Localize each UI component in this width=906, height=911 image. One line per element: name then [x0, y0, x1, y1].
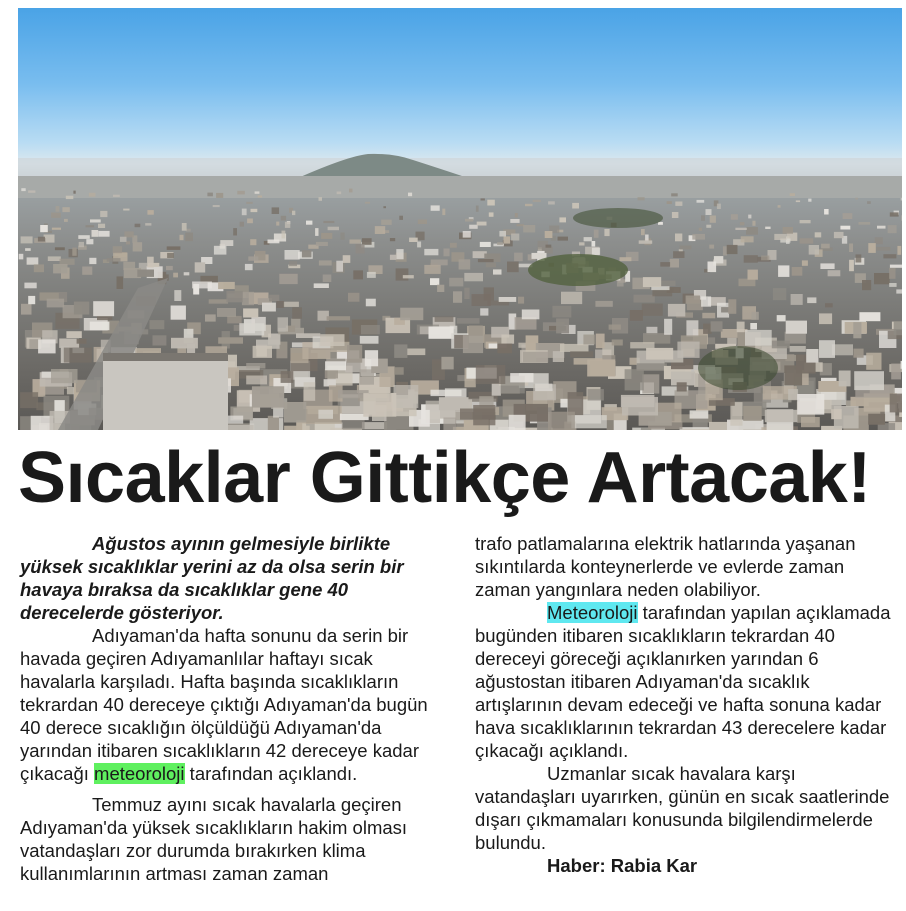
paragraph-2-start: Temmuz ayını sıcak havalarla geçiren Adıyaman'da yüksek sıcaklıkların hakim olması vatandaşları zor durumda bırakırken klima kullanımlarının artması zaman zaman: [20, 794, 408, 884]
article-photo: [18, 8, 902, 430]
article-column-right: [475, 532, 895, 877]
highlight-meteoroloji-2: Meteoroloji: [547, 602, 638, 623]
highlight-meteoroloji: meteoroloji: [94, 763, 185, 784]
city-illustration: [18, 8, 902, 430]
paragraph-4: Uzmanlar sıcak havalara karşı vatandaşları uyarırken, günün en sıcak saatlerinde dışarı çıkmamaları konusunda bilgilendirmelerde bulundu.: [475, 763, 890, 853]
paragraph-1: [20, 624, 450, 785]
paragraph-2-end: trafo patlamalarına elektrik hatlarında yaşanan sıkıntılarda konteynerlerde ve evlerde zaman zaman yangınlara neden olabiliyor.: [475, 533, 856, 600]
paragraph-1-end: tarafından açıklandı.: [184, 763, 358, 784]
paragraph-3-text: tarafından yapılan açıklamada bugünden itibaren sıcaklıkların tekrardan 40 dereceyi göreceği açıklanırken yarından 6 ağustostan itibaren Adıyaman'da sıcaklık artışlarının devam edeceği ve hafta sonuna kadar hava sıcaklıklarının tekrardan 43 derecelere kadar çıkacağı açıklandı.: [475, 602, 891, 761]
paragraph-1-text: Adıyaman'da hafta sonunu da serin bir havada geçiren Adıyamanlılar haftayı sıcak havalarla karşıladı. Hafta başında sıcaklıkların tekrardan 40 dereceye çıktığı Adıyaman'da bugün 40 derece sıcaklığın ölçüldüğü Adıyaman'da yarından itibaren sıcaklıkların 42 dereceye kadar çıkacağı: [20, 625, 428, 784]
byline: Haber: Rabia Kar: [547, 855, 698, 876]
lead-paragraph: Ağustos ayının gelmesiyle birlikte yüksek sıcaklıklar yerini az da olsa serin bir havaya bıraksa da sıcaklıklar gene 40 derecelerde gösteriyor.: [20, 533, 404, 623]
paragraph-3: [475, 601, 895, 762]
headline: Sıcaklar Gittikçe Artacak!: [18, 438, 871, 518]
article-column-left: [20, 532, 450, 885]
